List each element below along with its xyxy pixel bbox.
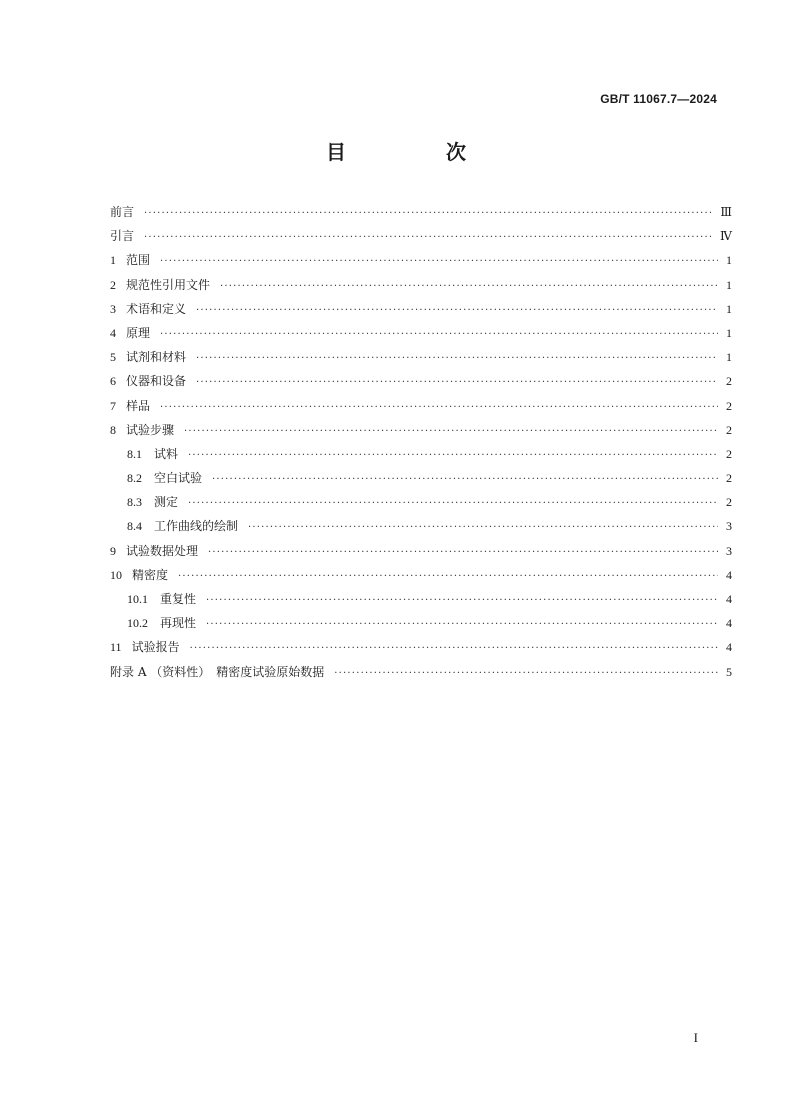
toc-entry[interactable]: [110, 466, 732, 490]
toc-entry-page: 1: [726, 325, 732, 340]
toc-entry-number: 11: [110, 640, 122, 655]
toc-entry-page: 2: [726, 471, 732, 486]
toc-entry-number: 10.1: [127, 592, 148, 606]
page-number: I: [693, 1030, 698, 1045]
toc-entry-page: Ⅳ: [720, 229, 732, 244]
standard-code: GB/T 11067.7—2024: [600, 92, 717, 106]
toc-entry-label: 试验步骤: [126, 422, 175, 437]
toc-entry-page: 3: [726, 519, 732, 534]
toc-entry-label: 引言: [110, 229, 135, 244]
toc-entry-page: 1: [726, 301, 732, 316]
toc-entry[interactable]: [110, 200, 732, 224]
toc-dot-leader: [188, 492, 718, 516]
toc-entry[interactable]: [110, 273, 732, 297]
toc-entry-page: 2: [726, 374, 732, 389]
toc-entry[interactable]: [110, 563, 732, 587]
toc-dot-leader: [160, 323, 718, 347]
toc-entry-label: 试验报告: [131, 640, 180, 655]
toc-entry-number: 10: [110, 567, 122, 582]
toc-dot-leader: [190, 637, 718, 661]
toc-entry-page: 4: [726, 567, 732, 582]
toc-entry-page: 1: [726, 277, 732, 292]
toc-entry[interactable]: [110, 394, 732, 418]
toc-entry[interactable]: [110, 660, 732, 684]
toc-entry-page: 5: [726, 664, 732, 679]
toc-entry[interactable]: [110, 369, 732, 393]
toc-entry-page: 2: [726, 422, 732, 437]
toc-entry-label: 再现性: [160, 616, 197, 631]
toc-entry-number: 7: [110, 398, 116, 413]
toc-entry-label: 工作曲线的绘制: [154, 519, 239, 534]
toc-dot-leader: [208, 541, 718, 565]
toc-entry[interactable]: [110, 611, 732, 635]
toc-entry-label: 附录 A （资料性） 精密度试验原始数据: [110, 664, 325, 679]
toc-dot-leader: [196, 299, 718, 323]
toc-dot-leader: [178, 565, 718, 589]
toc-dot-leader: [196, 347, 718, 371]
toc-entry-number: 8.2: [127, 471, 142, 486]
table-of-contents: [110, 200, 732, 684]
toc-entry-label: 精密度: [132, 567, 169, 582]
toc-entry[interactable]: [110, 224, 732, 248]
toc-dot-leader: [212, 468, 718, 492]
toc-entry-label: 前言: [110, 205, 135, 219]
toc-entry-number: 8.4: [127, 519, 142, 534]
toc-entry-number: 3: [110, 301, 116, 316]
toc-entry-page: 2: [726, 495, 732, 510]
toc-entry[interactable]: [110, 418, 732, 442]
toc-entry[interactable]: [110, 587, 732, 611]
toc-entry-number: 8.3: [127, 495, 142, 510]
toc-entry-label: 规范性引用文件: [126, 277, 211, 292]
toc-entry-label: 试剂和材料: [126, 350, 187, 365]
toc-entry-number: 10.2: [127, 616, 148, 631]
toc-entry-label: 术语和定义: [126, 301, 187, 316]
toc-entry-label: 测定: [154, 495, 179, 510]
toc-entry-label: 仪器和设备: [126, 374, 187, 389]
toc-dot-leader: [196, 371, 718, 395]
toc-dot-leader: [188, 444, 718, 468]
toc-entry-page: 2: [726, 398, 732, 413]
toc-entry-label: 空白试验: [154, 471, 203, 486]
toc-entry[interactable]: [110, 442, 732, 466]
toc-entry-number: 1: [110, 253, 116, 268]
toc-dot-leader: [334, 662, 718, 686]
toc-entry-label: 原理: [126, 325, 151, 340]
toc-entry-number: 8: [110, 422, 116, 437]
toc-entry[interactable]: [110, 539, 732, 563]
toc-entry-label: 范围: [126, 253, 151, 268]
toc-entry-number: 2: [110, 277, 116, 292]
toc-entry-page: 2: [726, 446, 732, 461]
toc-entry-label: 样品: [126, 398, 151, 413]
toc-dot-leader: [160, 396, 718, 420]
toc-dot-leader: [206, 613, 718, 637]
toc-entry-label: 重复性: [160, 592, 197, 606]
toc-entry-number: 4: [110, 325, 116, 340]
toc-entry-number: 6: [110, 374, 116, 389]
page-title: 目 次: [326, 140, 506, 164]
toc-dot-leader: [160, 250, 718, 274]
toc-entry[interactable]: [110, 490, 732, 514]
toc-dot-leader: [144, 226, 714, 250]
toc-entry-page: 3: [726, 543, 732, 558]
toc-entry[interactable]: [110, 635, 732, 659]
toc-dot-leader: [220, 275, 718, 299]
toc-entry[interactable]: [110, 248, 732, 272]
toc-entry-label: 试验数据处理: [126, 543, 199, 558]
toc-entry-page: 4: [726, 616, 732, 631]
toc-entry-number: 5: [110, 350, 116, 365]
toc-entry[interactable]: [110, 345, 732, 369]
toc-dot-leader: [184, 420, 718, 444]
toc-entry-page: 4: [726, 640, 732, 655]
toc-entry-number: 8.1: [127, 446, 142, 461]
toc-dot-leader: [206, 589, 718, 613]
toc-entry-label: 试料: [154, 446, 179, 461]
toc-entry-number: 9: [110, 543, 116, 558]
toc-entry-page: 1: [726, 253, 732, 268]
toc-entry-page: 4: [726, 592, 732, 606]
toc-entry[interactable]: [110, 514, 732, 538]
toc-dot-leader: [144, 202, 714, 226]
toc-entry-page: 1: [726, 350, 732, 365]
toc-dot-leader: [248, 516, 718, 540]
toc-entry-page: Ⅲ: [720, 205, 732, 219]
toc-entry[interactable]: [110, 321, 732, 345]
toc-entry[interactable]: [110, 297, 732, 321]
